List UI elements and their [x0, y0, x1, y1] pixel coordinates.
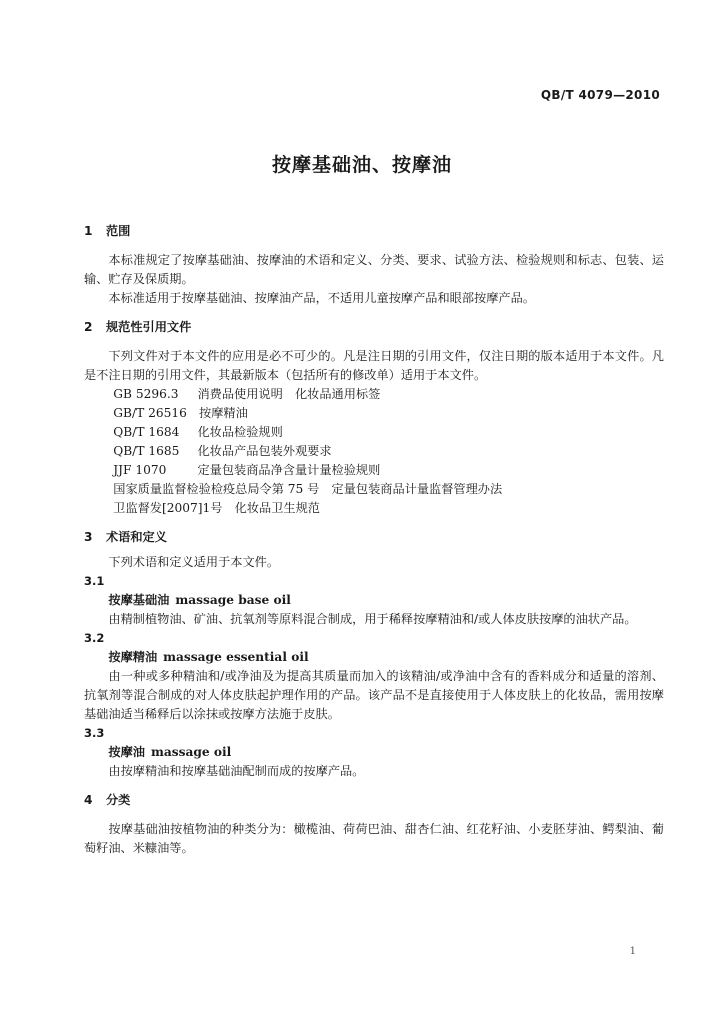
term-zh: 按摩油 [108, 745, 145, 759]
standard-code: QB/T 4079—2010 [540, 88, 660, 102]
reference-item [84, 499, 664, 518]
reference-item [84, 480, 664, 499]
reference-code: QB/T 1684 [113, 425, 180, 439]
term-definition: 由一种或多种精油和/或净油及为提高其质量而加入的该精油/或净油中含有的香料成分和适量的溶剂、抗氧剂等混合制成的对人体皮肤起护理作用的产品。该产品不是直接使用于人体皮肤上的化妆品，需用按摩基础油适当稀释后以涂抹或按摩方法施于皮肤。 [84, 669, 664, 721]
section-title: 范围 [106, 224, 131, 238]
section-title: 分类 [106, 793, 131, 807]
page-number: 1 [629, 946, 636, 957]
section-3-intro: 下列术语和定义适用于本文件。 [108, 555, 280, 569]
term-zh: 按摩基础油 [108, 593, 170, 607]
section-2-heading [84, 318, 664, 337]
reference-code: QB/T 1685 [113, 444, 180, 458]
reference-item [84, 385, 664, 404]
reference-item [84, 461, 664, 480]
reference-title: 化妆品卫生规范 [234, 501, 320, 515]
section-number: 2 [84, 320, 93, 334]
reference-title: 定量包装商品净含量计量检验规则 [197, 463, 381, 477]
reference-item [84, 404, 664, 423]
term-en: massage oil [150, 745, 232, 759]
reference-code: JJF 1070 [113, 463, 167, 477]
document-body [84, 222, 664, 858]
term-number: 3.2 [84, 631, 105, 645]
term-heading [84, 743, 664, 762]
section-1-paragraph-2: 本标准适用于按摩基础油、按摩油产品，不适用儿童按摩产品和眼部按摩产品。 [108, 291, 535, 305]
section-3-heading [84, 528, 664, 547]
reference-code: GB/T 26516 [113, 406, 187, 420]
term-definition: 由按摩精油和按摩基础油配制而成的按摩产品。 [108, 764, 365, 778]
section-4-paragraph-1: 按摩基础油按植物油的种类分为：橄榄油、荷荷巴油、甜杏仁油、红花籽油、小麦胚芽油、鳄梨油、葡萄籽油、米糠油等。 [84, 822, 664, 855]
section-2-intro: 下列文件对于本文件的应用是必不可少的。凡是注日期的引用文件，仅注日期的版本适用于本文件。凡是不注日期的引用文件，其最新版本（包括所有的修改单）适用于本文件。 [84, 349, 664, 382]
section-number: 4 [84, 793, 93, 807]
term-en: massage base oil [175, 593, 291, 607]
reference-title: 化妆品检验规则 [197, 425, 283, 439]
section-title: 术语和定义 [106, 530, 167, 544]
document-title: 按摩基础油、按摩油 [271, 154, 452, 176]
reference-title: 化妆品产品包装外观要求 [197, 444, 332, 458]
term-number: 3.1 [84, 574, 105, 588]
term-heading [84, 591, 664, 610]
reference-title: 消费品使用说明 化妆品通用标签 [197, 387, 381, 401]
reference-code: 卫监督发[2007]1号 [113, 501, 223, 515]
reference-item [84, 442, 664, 461]
section-4-heading [84, 791, 664, 810]
section-title: 规范性引用文件 [106, 320, 192, 334]
reference-code: 国家质量监督检验检疫总局令第 75 号 [113, 482, 320, 496]
term-zh: 按摩精油 [108, 650, 158, 664]
term-number: 3.3 [84, 726, 105, 740]
term-heading [84, 648, 664, 667]
section-number: 1 [84, 224, 93, 238]
reference-item [84, 423, 664, 442]
section-1-paragraph-1: 本标准规定了按摩基础油、按摩油的术语和定义、分类、要求、试验方法、检验规则和标志、包装、运输、贮存及保质期。 [84, 253, 664, 286]
section-number: 3 [84, 530, 93, 544]
reference-code: GB 5296.3 [113, 387, 179, 401]
section-1-heading [84, 222, 664, 241]
reference-title: 定量包装商品计量监督管理办法 [331, 482, 503, 496]
reference-title: 按摩精油 [199, 406, 248, 420]
term-en: massage essential oil [163, 650, 309, 664]
term-definition: 由精制植物油、矿油、抗氧剂等原料混合制成，用于稀释按摩精油和/或人体皮肤按摩的油状产品。 [108, 612, 637, 626]
